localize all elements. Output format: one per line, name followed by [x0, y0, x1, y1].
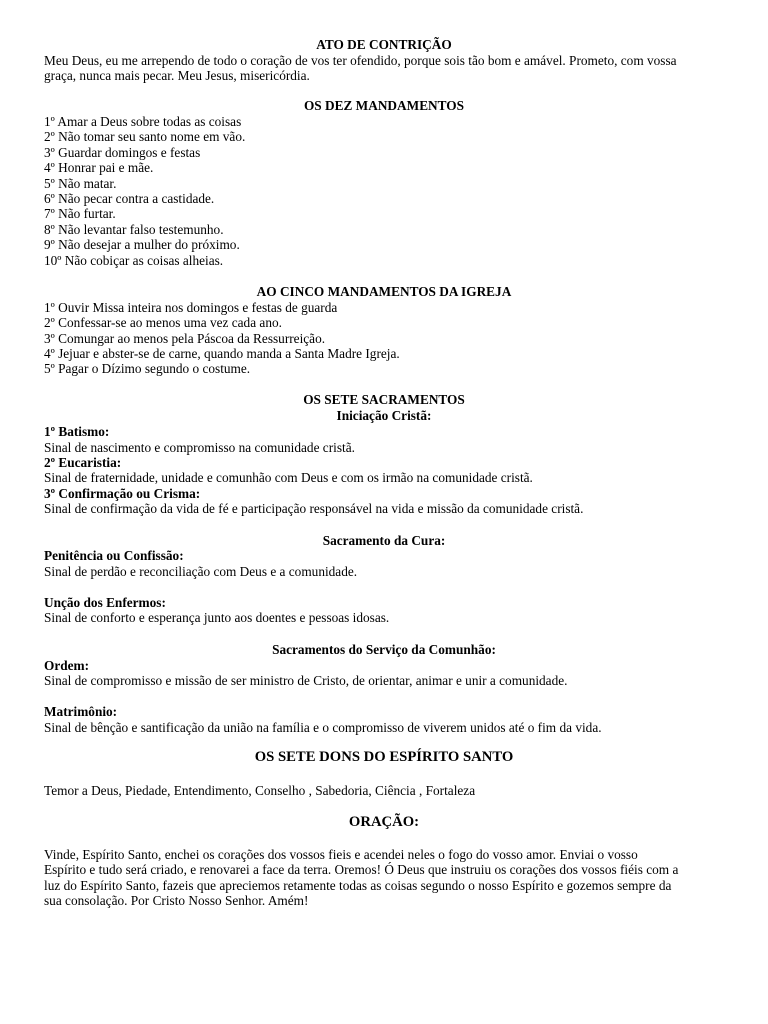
- sacramento-desc: Sinal de conforto e esperança junto aos doentes e pessoas idosas.: [44, 610, 390, 625]
- mandamento-item: 6º Não pecar contra a castidade.: [44, 191, 215, 206]
- mandamento-item: 1º Amar a Deus sobre todas as coisas: [44, 114, 242, 129]
- mandamento-item: 3º Guardar domingos e festas: [44, 145, 201, 160]
- sacramento-desc: Sinal de bênção e santificação da união na família e o compromisso de viverem unidos até o fim da vida.: [44, 720, 602, 735]
- igreja-item: 3º Comungar ao menos pela Páscoa da Ressurreição.: [44, 331, 326, 346]
- mandamento-item: 7º Não furtar.: [44, 206, 116, 221]
- igreja-item: 1º Ouvir Missa inteira nos domingos e festas de guarda: [44, 300, 338, 315]
- contricao-line: Meu Deus, eu me arrependo de todo o coração de vos ter ofendido, porque sois tão bom e amável. Prometo, com vossa: [44, 53, 677, 68]
- section-title-oracao: ORAÇÃO:: [348, 814, 420, 830]
- igreja-item: 4º Jejuar e abster-se de carne, quando manda a Santa Madre Igreja.: [44, 346, 400, 361]
- oracao-line: luz do Espírito Santo, fazeis que apreciemos retamente todas as coisas segundo o nosso Espírito e gozemos sempre da: [44, 878, 672, 893]
- sacramento-desc: Sinal de confirmação da vida de fé e participação responsável na vida e missão da comunidade cristã.: [44, 501, 584, 516]
- sacramento-name: Unção dos Enfermos:: [44, 595, 166, 610]
- mandamento-item: 5º Não matar.: [44, 176, 117, 191]
- oracao-line: sua consolação. Por Cristo Nosso Senhor. Amém!: [44, 893, 309, 908]
- oracao-line: Vinde, Espírito Santo, enchei os corações dos vossos fieis e acendei neles o fogo do vosso amor. Enviai o vosso: [44, 847, 638, 862]
- subsection-title-iniciacao: Iniciação Cristã:: [336, 408, 432, 423]
- section-title-contricao: ATO DE CONTRIÇÃO: [316, 37, 452, 52]
- sacramento-desc: Sinal de fraternidade, unidade e comunhão com Deus e com os irmão na comunidade cristã.: [44, 470, 533, 485]
- section-title-dons: OS SETE DONS DO ESPÍRITO SANTO: [254, 749, 514, 765]
- sacramento-name: 1º Batismo:: [44, 424, 110, 439]
- sacramento-name: Ordem:: [44, 658, 90, 673]
- mandamento-item: 4º Honrar pai e mãe.: [44, 160, 154, 175]
- igreja-item: 2º Confessar-se ao menos uma vez cada ano.: [44, 315, 282, 330]
- mandamento-item: 2º Não tomar seu santo nome em vão.: [44, 129, 246, 144]
- contricao-line: graça, nunca mais pecar. Meu Jesus, misericórdia.: [44, 68, 310, 83]
- mandamento-item: 8º Não levantar falso testemunho.: [44, 222, 224, 237]
- section-title-sacramentos: OS SETE SACRAMENTOS: [303, 392, 465, 407]
- sacramento-desc: Sinal de perdão e reconciliação com Deus e a comunidade.: [44, 564, 358, 579]
- sacramento-desc: Sinal de compromisso e missão de ser ministro de Cristo, de orientar, animar e unir a comunidade.: [44, 673, 568, 688]
- mandamento-item: 10º Não cobiçar as coisas alheias.: [44, 253, 224, 268]
- sacramento-name: Penitência ou Confissão:: [44, 548, 184, 563]
- sacramento-name: 3º Confirmação ou Crisma:: [44, 486, 201, 501]
- mandamento-item: 9º Não desejar a mulher do próximo.: [44, 237, 240, 252]
- sacramento-name: 2º Eucaristia:: [44, 455, 122, 470]
- section-title-igreja: AO CINCO MANDAMENTOS DA IGREJA: [256, 284, 512, 299]
- subsection-title-cura: Sacramento da Cura:: [322, 533, 446, 548]
- sacramento-desc: Sinal de nascimento e compromisso na comunidade cristã.: [44, 440, 355, 455]
- igreja-item: 5º Pagar o Dízimo segundo o costume.: [44, 361, 251, 376]
- sacramento-name: Matrimônio:: [44, 704, 118, 719]
- dons-text: Temor a Deus, Piedade, Entendimento, Conselho , Sabedoria, Ciência , Fortaleza: [44, 783, 476, 798]
- section-title-mandamentos: OS DEZ MANDAMENTOS: [303, 98, 465, 113]
- oracao-line: Espírito e tudo será criado, e renovarei a face da terra. Oremos! Ó Deus que instruiu os corações dos vossos fiéis com a: [44, 862, 679, 877]
- subsection-title-servico: Sacramentos do Serviço da Comunhão:: [272, 642, 496, 657]
